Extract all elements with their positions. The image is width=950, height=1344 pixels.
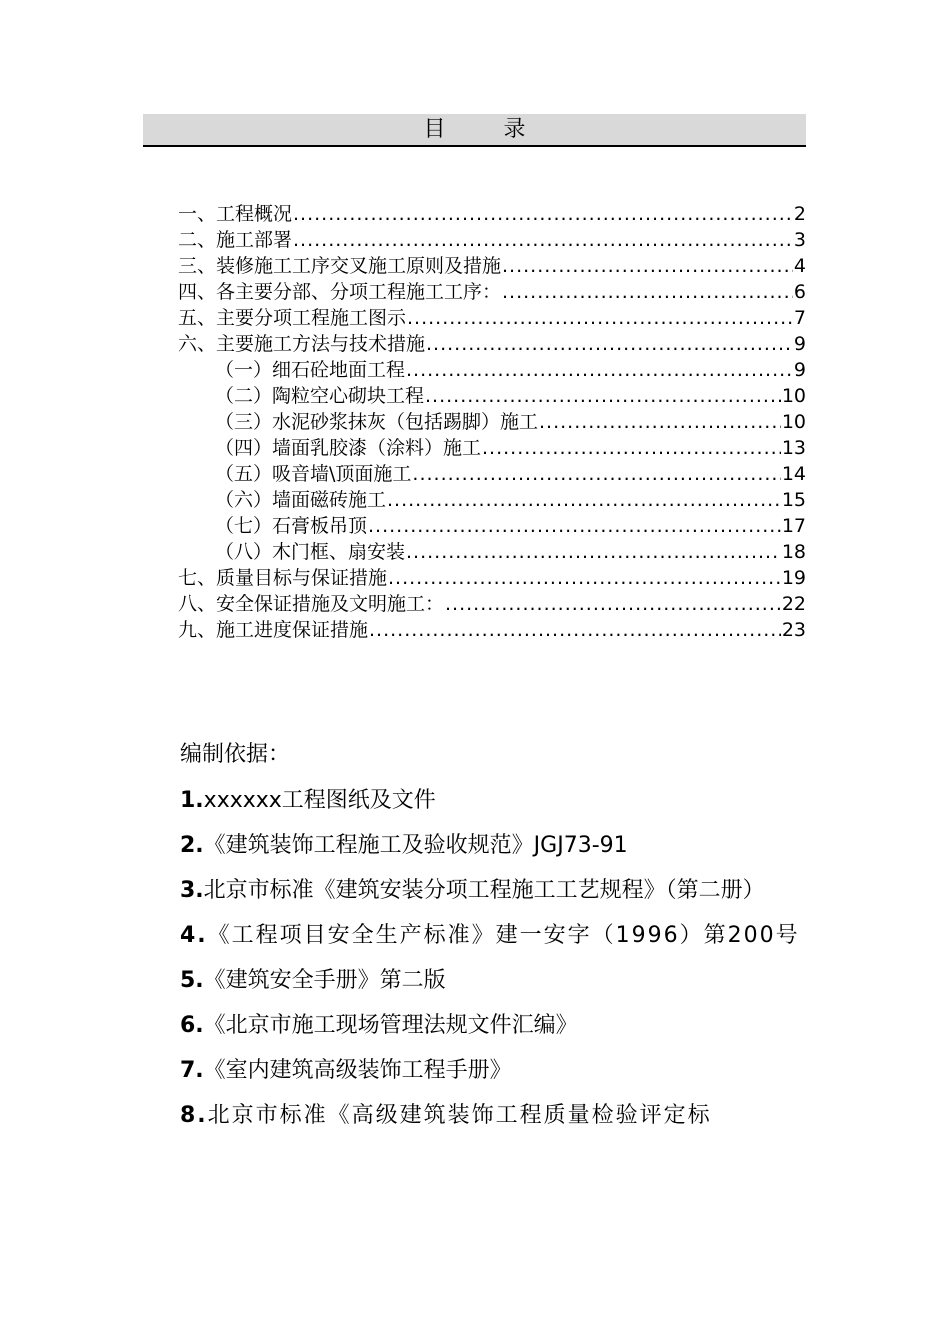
toc-entry-page: 9 — [793, 333, 806, 355]
toc-entry[interactable] — [178, 331, 806, 357]
toc-title: 目录 — [143, 114, 806, 147]
toc-entry-page: 13 — [781, 437, 806, 459]
toc-subentry[interactable] — [178, 409, 806, 435]
basis-item-text: 《室内建筑高级装饰工程手册》 — [203, 1058, 512, 1083]
basis-item-text: 北京市标准《高级建筑装饰工程质量检验评定标 — [207, 1103, 712, 1128]
toc-entry-page: 7 — [793, 307, 806, 329]
toc-entry-text: 五、主要分项工程施工图示 — [178, 307, 407, 329]
basis-item-text: 北京市标准《建筑安装分项工程施工工艺规程》（第二册） — [203, 878, 765, 903]
toc-entry-text: 八、安全保证措施及文明施工： — [178, 593, 445, 615]
toc-entry-page: 3 — [793, 229, 806, 251]
toc-leader — [369, 617, 781, 643]
toc-entry-text: （七）石膏板吊顶 — [215, 515, 368, 537]
basis-item — [143, 1003, 806, 1048]
toc-entry-page: 14 — [781, 463, 806, 485]
toc-leader — [407, 305, 793, 331]
basis-item — [143, 868, 806, 913]
toc-leader — [502, 253, 793, 279]
toc-subentry[interactable] — [178, 487, 806, 513]
toc-entry-text: （三）水泥砂浆抹灰（包括踢脚）施工 — [215, 411, 539, 433]
toc-leader — [425, 383, 781, 409]
toc-entry-text: （五）吸音墙\顶面施工 — [215, 463, 412, 485]
toc-entry-page: 18 — [781, 541, 806, 563]
basis-item-number: 5. — [180, 968, 204, 993]
toc-leader — [293, 227, 793, 253]
toc-entry-page: 15 — [781, 489, 806, 511]
toc-leader — [406, 357, 793, 383]
toc-leader — [388, 565, 781, 591]
compilation-basis — [143, 732, 806, 1138]
toc-entry[interactable] — [178, 305, 806, 331]
toc-entry-page: 19 — [781, 567, 806, 589]
toc-subentry[interactable] — [178, 383, 806, 409]
toc-entry-text: 四、各主要分部、分项工程施工工序： — [178, 281, 502, 303]
basis-item-number: 7. — [180, 1058, 204, 1083]
toc-entry-text: （二）陶粒空心砌块工程 — [215, 385, 425, 407]
toc-leader — [406, 539, 781, 565]
basis-item-number: 6. — [180, 1013, 204, 1038]
toc-leader — [539, 409, 781, 435]
basis-item-text: 《建筑装饰工程施工及验收规范》JGJ73-91 — [203, 833, 628, 858]
toc-subentry[interactable] — [178, 539, 806, 565]
basis-title: 编制依据： — [180, 742, 291, 767]
basis-item-number: 2. — [180, 833, 204, 858]
toc-entry-page: 10 — [781, 385, 806, 407]
toc-entry-text: 一、工程概况 — [178, 203, 293, 225]
basis-item-text: xxxxxx工程图纸及文件 — [203, 788, 436, 813]
toc-entry-text: 七、质量目标与保证措施 — [178, 567, 388, 589]
basis-item-number: 4. — [180, 923, 208, 948]
toc-entry-text: 二、施工部署 — [178, 229, 293, 251]
toc-leader — [387, 487, 781, 513]
toc-entry-text: （四）墙面乳胶漆（涂料）施工 — [215, 437, 482, 459]
basis-item-number: 3. — [180, 878, 204, 903]
toc-entry-page: 23 — [781, 619, 806, 641]
toc-entry[interactable] — [178, 227, 806, 253]
basis-item-text: 《建筑安全手册》第二版 — [203, 968, 446, 993]
basis-item-text: 《工程项目安全生产标准》建一安字（1996）第200号 — [207, 923, 800, 948]
basis-item — [143, 1093, 806, 1138]
toc-leader — [293, 201, 793, 227]
table-of-contents — [178, 201, 806, 643]
basis-item-text: 《北京市施工现场管理法规文件汇编》 — [203, 1013, 578, 1038]
toc-entry-text: 三、装修施工工序交叉施工原则及措施 — [178, 255, 502, 277]
toc-leader — [368, 513, 781, 539]
toc-entry-page: 6 — [793, 281, 806, 303]
toc-subentry[interactable] — [178, 461, 806, 487]
basis-item — [143, 778, 806, 823]
toc-entry[interactable] — [178, 591, 806, 617]
basis-item-number: 8. — [180, 1103, 208, 1128]
toc-entry-text: （八）木门框、扇安装 — [215, 541, 406, 563]
toc-entry[interactable] — [178, 617, 806, 643]
toc-entry[interactable] — [178, 201, 806, 227]
toc-entry-text: 九、施工进度保证措施 — [178, 619, 369, 641]
basis-item — [143, 913, 806, 958]
toc-leader — [502, 279, 793, 305]
toc-subentry[interactable] — [178, 513, 806, 539]
toc-entry-page: 9 — [793, 359, 806, 381]
toc-leader — [445, 591, 781, 617]
toc-entry-text: （六）墙面磁砖施工 — [215, 489, 387, 511]
toc-entry-page: 10 — [781, 411, 806, 433]
toc-leader — [412, 461, 780, 487]
toc-leader — [482, 435, 781, 461]
toc-entry-page: 4 — [793, 255, 806, 277]
toc-entry-text: 六、主要施工方法与技术措施 — [178, 333, 426, 355]
toc-entry-page: 2 — [793, 203, 806, 225]
toc-entry-page: 17 — [781, 515, 806, 537]
toc-entry[interactable] — [178, 279, 806, 305]
toc-entry[interactable] — [178, 565, 806, 591]
basis-item — [143, 1048, 806, 1093]
toc-leader — [426, 331, 793, 357]
toc-entry[interactable] — [178, 253, 806, 279]
toc-entry-text: （一）细石砼地面工程 — [215, 359, 406, 381]
basis-item — [143, 823, 806, 868]
toc-subentry[interactable] — [178, 357, 806, 383]
toc-entry-page: 22 — [781, 593, 806, 615]
basis-item-number: 1. — [180, 788, 204, 813]
toc-subentry[interactable] — [178, 435, 806, 461]
basis-item — [143, 958, 806, 1003]
